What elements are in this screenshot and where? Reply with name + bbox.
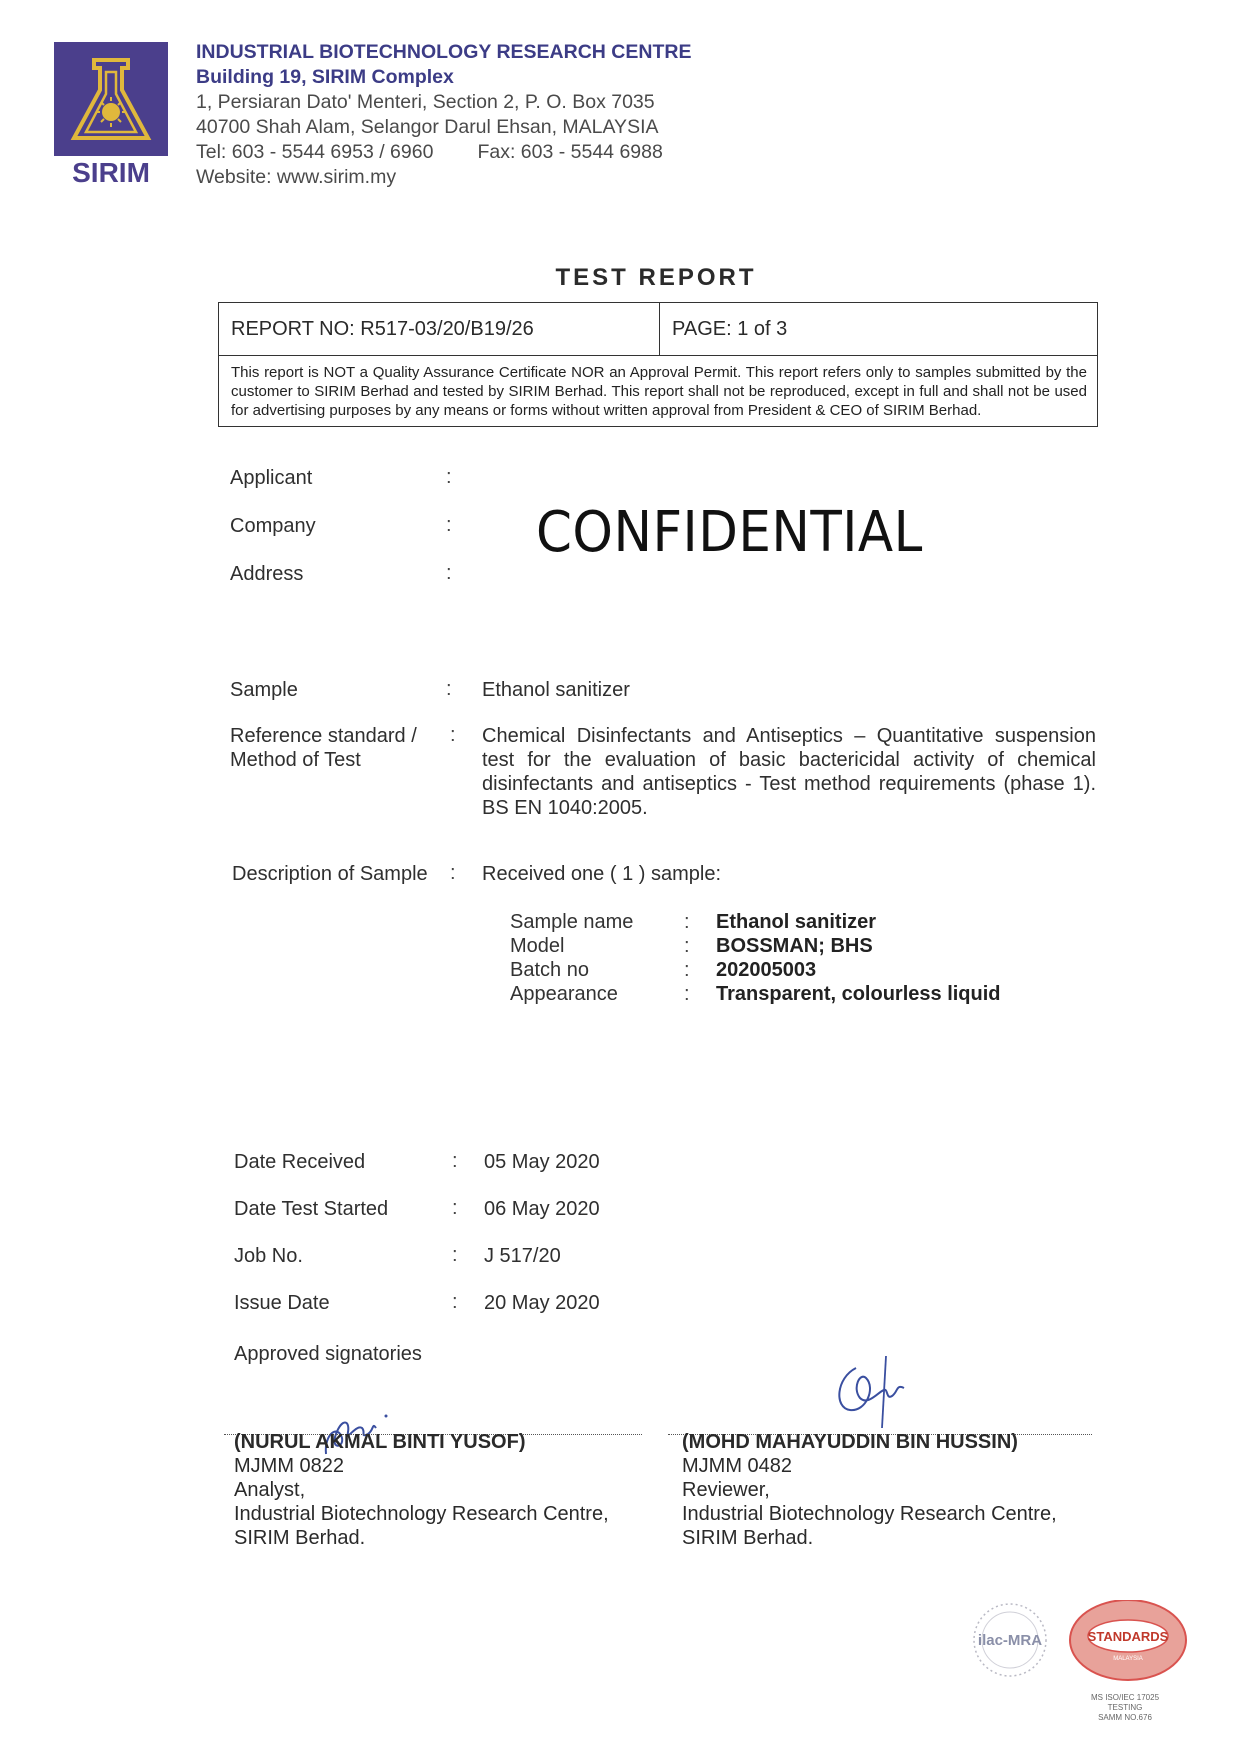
analyst-company: SIRIM Berhad. bbox=[234, 1527, 366, 1549]
applicant-label: Applicant bbox=[230, 467, 313, 489]
address-colon: : bbox=[446, 562, 452, 584]
issue-date-label: Issue Date bbox=[234, 1292, 330, 1314]
accreditation-line1: MS ISO/IEC 17025 bbox=[1090, 1693, 1160, 1702]
analyst-org: Industrial Biotechnology Research Centre, bbox=[234, 1503, 609, 1525]
applicant-colon: : bbox=[446, 466, 452, 488]
address-line2: 40700 Shah Alam, Selangor Darul Ehsan, MALAYSIA bbox=[196, 116, 659, 138]
analyst-id: MJMM 0822 bbox=[234, 1455, 345, 1477]
reference-colon: : bbox=[450, 724, 456, 746]
accreditation-line3: SAMM NO.676 bbox=[1098, 1713, 1152, 1722]
tel: Tel: 603 - 5544 6953 / 6960 bbox=[196, 141, 434, 163]
fax: Fax: 603 - 5544 6988 bbox=[477, 141, 663, 163]
logo-text: SIRIM bbox=[72, 157, 150, 187]
reference-label-2: Method of Test bbox=[230, 749, 361, 771]
reference-value: Chemical Disinfectants and Antiseptics – Quantitative suspension test for the evaluation of basic bactericidal activity of chemical disinfectants and antiseptics - Test method requirements (phase 1). BS EN 1040:2005. bbox=[482, 725, 1096, 819]
company-label: Company bbox=[230, 515, 316, 537]
reviewer-company: SIRIM Berhad. bbox=[682, 1527, 814, 1549]
date-received-label: Date Received bbox=[234, 1151, 366, 1173]
page-number: PAGE: 1 of 3 bbox=[672, 317, 788, 340]
reviewer-role: Reviewer, bbox=[682, 1479, 770, 1501]
date-test-started-label: Date Test Started bbox=[234, 1198, 389, 1220]
job-no-label: Job No. bbox=[234, 1245, 303, 1267]
reviewer-block bbox=[682, 1430, 1057, 1550]
reviewer-id: MJMM 0482 bbox=[682, 1455, 793, 1477]
document-title: TEST REPORT bbox=[555, 264, 757, 291]
header-address-block bbox=[196, 40, 691, 190]
sirim-logo bbox=[54, 42, 168, 187]
address-line1: 1, Persiaran Dato' Menteri, Section 2, P. O. Box 7035 bbox=[196, 91, 655, 113]
sample-label: Sample bbox=[230, 679, 298, 701]
reviewer-signature bbox=[826, 1348, 926, 1438]
address-label: Address bbox=[230, 563, 304, 585]
sample-colon: : bbox=[446, 678, 452, 700]
description-value: Received one ( 1 ) sample: bbox=[482, 863, 722, 885]
building: Building 19, SIRIM Complex bbox=[196, 66, 454, 88]
job-no-colon: : bbox=[452, 1244, 458, 1266]
reviewer-org: Industrial Biotechnology Research Centre, bbox=[682, 1503, 1057, 1525]
job-no-value: J 517/20 bbox=[484, 1245, 561, 1267]
approved-signatories-label: Approved signatories bbox=[234, 1343, 422, 1365]
date-received-value: 05 May 2020 bbox=[484, 1151, 600, 1173]
date-test-started-value: 06 May 2020 bbox=[484, 1198, 600, 1220]
report-box bbox=[218, 302, 1098, 427]
sample-details-table bbox=[510, 910, 1001, 1006]
sample-value: Ethanol sanitizer bbox=[482, 679, 630, 701]
analyst-role: Analyst, bbox=[234, 1479, 306, 1501]
website: Website: www.sirim.my bbox=[196, 166, 397, 188]
disclaimer: This report is NOT a Quality Assurance Certificate NOR an Approval Permit. This report refers only to samples submitted by the customer to SIRIM Berhad and tested by SIRIM Berhad. This report shall not be reproduced, except in full and shall not be used for advertising purposes by any means or forms without written approval from President & CEO of SIRIM Berhad. bbox=[231, 364, 1087, 419]
detail-row: Batch no : 202005003 bbox=[510, 959, 817, 981]
analyst-block bbox=[234, 1430, 609, 1550]
standards-text: STANDARDS bbox=[1087, 1629, 1169, 1644]
description-colon: : bbox=[450, 862, 456, 884]
description-label: Description of Sample bbox=[232, 863, 428, 885]
analyst-name: (NURUL AKMAL BINTI YUSOF) bbox=[234, 1431, 526, 1453]
standards-sub-text: MALAYSIA bbox=[1113, 1656, 1143, 1662]
accreditation-line2: TESTING bbox=[1107, 1703, 1143, 1712]
reference-label-1: Reference standard / bbox=[230, 725, 417, 747]
ilac-text: ilac-MRA bbox=[977, 1632, 1043, 1649]
accreditation-seals bbox=[970, 1600, 1210, 1750]
detail-row: Appearance : Transparent, colourless liquid bbox=[510, 983, 1001, 1005]
ilac-mra-seal bbox=[974, 1604, 1046, 1676]
date-test-started-colon: : bbox=[452, 1197, 458, 1219]
tel-fax bbox=[196, 140, 691, 165]
confidential-stamp: CONFIDENTIAL bbox=[536, 500, 923, 565]
date-received-colon: : bbox=[452, 1150, 458, 1172]
company-colon: : bbox=[446, 514, 452, 536]
report-number: REPORT NO: R517-03/20/B19/26 bbox=[219, 303, 660, 355]
org-name: INDUSTRIAL BIOTECHNOLOGY RESEARCH CENTRE bbox=[196, 41, 692, 63]
issue-date-colon: : bbox=[452, 1291, 458, 1313]
detail-row: Sample name : Ethanol sanitizer bbox=[510, 911, 877, 933]
reviewer-name: (MOHD MAHAYUDDIN BIN HUSSIN) bbox=[682, 1431, 1018, 1453]
standards-malaysia-seal bbox=[1070, 1600, 1186, 1680]
issue-date-value: 20 May 2020 bbox=[484, 1292, 600, 1314]
detail-row: Model : BOSSMAN; BHS bbox=[510, 935, 873, 957]
